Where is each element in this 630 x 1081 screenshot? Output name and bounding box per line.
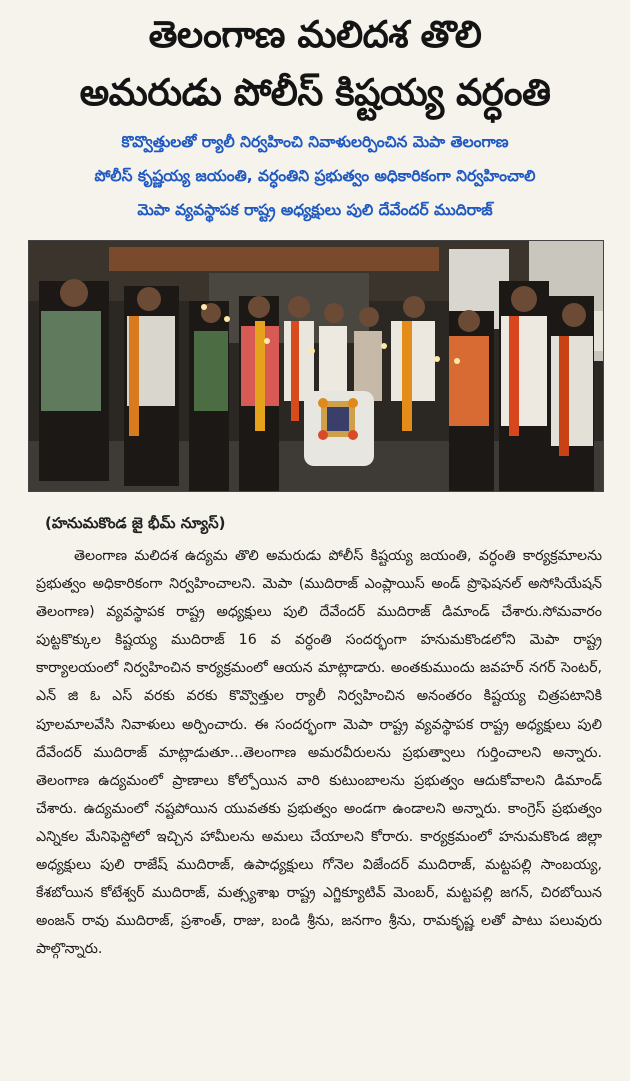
subheadline-line-1: కొవ్వొత్తులతో ర్యాలీ నిర్వహించి నివాళులర్పించిన మెపా తెలంగాణ [121, 133, 509, 151]
subheadline-line-3: మెపా వ్యవస్థాపక రాష్ట్ర అధ్యక్షులు పులి దేవేందర్ ముదిరాజ్ [137, 201, 493, 219]
news-photo [28, 240, 604, 492]
subheadline-line-2: పోలీస్ కృష్ణయ్య జయంతి, వర్ధంతిని ప్రభుత్వం అధికారికంగా నిర్వహించాలి [94, 167, 536, 185]
headline-line-2: అమరుడు పోలీస్ కిష్టయ్య వర్ధంతి [79, 71, 551, 114]
headline [0, 6, 630, 122]
article-body [36, 542, 602, 963]
headline-line-1: తెలంగాణ మలిదశ తొలి [148, 13, 482, 56]
subheadline [0, 125, 630, 227]
byline: (హనుమకొండ జై భీమ్ న్యూస్) [45, 514, 226, 532]
news-photo-illustration [29, 241, 603, 491]
article-paragraph: తెలంగాణ మలిదశ ఉద్యమ తొలి అమరుడు పోలీస్ కిష్టయ్య జయంతి, వర్ధంతి కార్యక్రమాలను ప్రభుత్వం అధికారికంగా నిర్వహించాలని. మెపా (ముదిరాజ్ ఎంప్లాయిస్ అండ్ ప్రొఫెషనల్ అసోసియేషన్ తెలంగాణ) వ్యవస్థాపక రాష్ట్ర అధ్యక్షులు పులి దేవేందర్ ముదిరాజ్ డిమాండ్ చేశారు.సోమవారం పుట్టకొక్కుల కిష్టయ్య ముదిరాజ్ 16 వ వర్ధంతి సందర్భంగా హనుమకొండలోని మెపా రాష్ట్ర కార్యాలయంలో నిర్వహించిన కార్యక్రమంలో ఆయన మాట్లాడారు. అంతకుముందు జవహర్ నగర్ సెంటర్, ఎన్ జి ఓ ఎస్ వరకు వరకు కొవ్వొత్తుల ర్యాలీ నిర్వహించిన అనంతరం కిష్టయ్య చిత్రపటానికి పూలమాలవేసి నివాళులు అర్పించారు. ఈ సందర్భంగా మెపా రాష్ట్ర వ్యవస్థాపక రాష్ట్ర అధ్యక్షులు పులి దేవేందర్ ముదిరాజ్ మాట్లాడుతూ...తెలంగాణ అమరవీరులను ప్రభుత్వాలు గుర్తించాలని అన్నారు. తెలంగాణ ఉద్యమంలో ప్రాణాలు కోల్పోయిన వారి కుటుంబాలను ప్రభుత్వం ఆదుకోవాలని డిమాండ్ చేశారు. ఉద్యమంలో నష్టపోయిన యువతకు ప్రభుత్వం అండగా ఉండాలని అన్నారు. కాంగ్రెస్ ప్రభుత్వం ఎన్నికల మేనిఫెస్టోలో ఇచ్చిన హామీలను అమలు చేయాలని కోరారు. కార్యక్రమంలో హనుమకొండ జిల్లా అధ్యక్షులు పులి రాజేష్ ముదిరాజ్, ఉపాధ్యక్షులు గోనెల విజేందర్ ముదిరాజ్, మట్టపల్లి సాంబయ్య, కేశబోయిన కోటేశ్వర్ ముదిరాజ్, మత్స్యశాఖ రాష్ట్ర ఎగ్జిక్యూటివ్ మెంబర్, మట్టపల్లి జగన్, చిరబోయిన అంజన్ రావు ముదిరాజ్, ప్రశాంత్, రాజు, బండి శ్రీను, జనగాం శ్రీను, రామకృష్ణ లతో పాటు పలువురు పాల్గొన్నారు. [36, 548, 602, 958]
